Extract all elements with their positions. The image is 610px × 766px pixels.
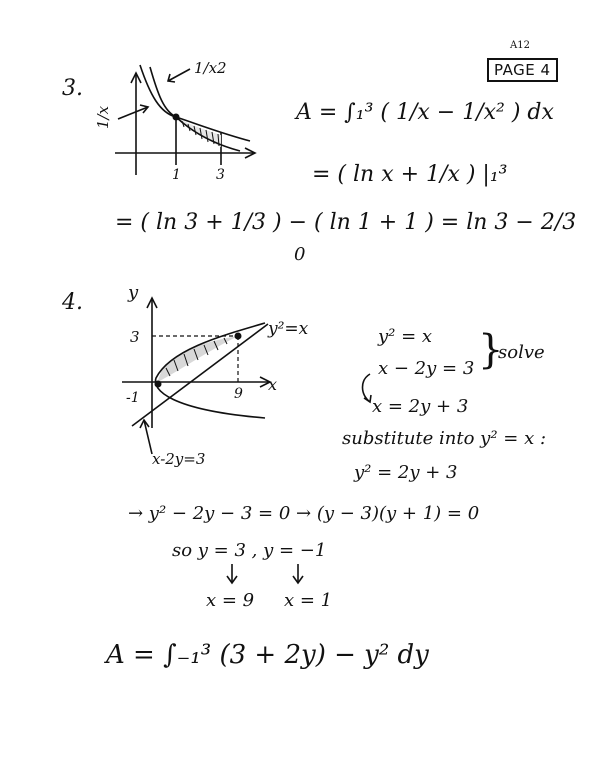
p4-area-integral: A = ∫₋₁³ (3 + 2y) − y² dy [106, 640, 429, 670]
curve-label-top: 1/x2 [194, 59, 227, 77]
p4-substituted: y² = 2y + 3 [354, 462, 458, 483]
value-arrows [222, 562, 312, 588]
p4-x-value-1: x = 9 [206, 590, 255, 611]
p4-rearranged: x = 2y + 3 [372, 396, 469, 417]
problem-4-graph [100, 278, 320, 478]
intersection-top [235, 333, 242, 340]
tick-3: 3 [216, 167, 225, 183]
x-axis-label: x [268, 375, 278, 394]
problem-3-graph [90, 55, 270, 185]
problem-3-number: 3. [62, 76, 83, 101]
p4-quadratic: → y² − 2y − 3 = 0 → (y − 3)(y + 1) = 0 [128, 503, 480, 524]
p4-substitute: substitute into y² = x : [342, 428, 547, 449]
tick-9: 9 [234, 386, 243, 402]
problem-4-number: 4. [62, 290, 83, 315]
tick-3: 3 [130, 328, 140, 346]
p4-system-eq2: x − 2y = 3 [378, 358, 475, 379]
curve-label-left: 1/x [94, 105, 112, 129]
p3-zero-note: 0 [294, 244, 306, 265]
label-arrow-top [168, 69, 190, 81]
line-label: x-2y=3 [152, 450, 206, 468]
p4-solve-word: solve [498, 342, 545, 363]
page-label: PAGE 4 [487, 58, 558, 82]
p4-x-value-2: x = 1 [284, 590, 333, 611]
p3-evaluation-line: = ( ln 3 + 1/3 ) − ( ln 1 + 1 ) = ln 3 − 2/3 [115, 210, 577, 235]
p4-so-line: so y = 3 , y = −1 [172, 540, 327, 561]
tick-1: 1 [172, 167, 181, 183]
tick-neg1: -1 [126, 390, 140, 406]
p3-antiderivative-line: = ( ln x + 1/x ) |₁³ [312, 162, 508, 187]
curve-label: y²=x [268, 319, 309, 339]
y-axis-label: y [128, 282, 139, 303]
intersection-bottom [155, 381, 162, 388]
system-brace: } [478, 327, 504, 373]
p4-system-eq1: y² = x [378, 326, 433, 347]
corner-mark: A12 [510, 40, 530, 51]
p3-integral-line: A = ∫₁³ ( 1/x − 1/x² ) dx [296, 100, 554, 125]
intersection-point [173, 114, 180, 121]
